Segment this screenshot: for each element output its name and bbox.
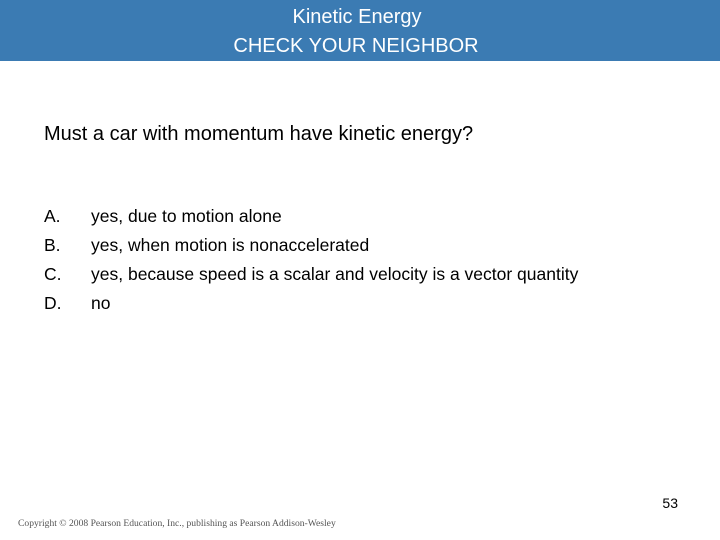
slide-subtitle: CHECK YOUR NEIGHBOR bbox=[233, 35, 479, 57]
option-text: yes, when motion is nonaccelerated bbox=[91, 235, 370, 255]
option-letter: D. bbox=[44, 293, 62, 313]
answer-option-b bbox=[44, 231, 578, 260]
slide-header bbox=[0, 0, 720, 61]
option-letter: C. bbox=[44, 264, 62, 284]
answer-option-d bbox=[44, 289, 578, 318]
answer-options-list bbox=[44, 202, 578, 318]
option-text: yes, due to motion alone bbox=[91, 206, 282, 226]
page-number: 53 bbox=[662, 495, 678, 511]
option-letter: B. bbox=[44, 235, 61, 255]
option-letter: A. bbox=[44, 206, 61, 226]
answer-option-c bbox=[44, 260, 578, 289]
slide-title: Kinetic Energy bbox=[292, 6, 422, 28]
option-text: no bbox=[91, 293, 111, 313]
question-text: Must a car with momentum have kinetic energy? bbox=[44, 123, 474, 145]
option-text: yes, because speed is a scalar and velocity is a vector quantity bbox=[91, 264, 579, 284]
copyright-notice: Copyright © 2008 Pearson Education, Inc., publishing as Pearson Addison-Wesley bbox=[18, 518, 336, 529]
answer-option-a bbox=[44, 202, 578, 231]
